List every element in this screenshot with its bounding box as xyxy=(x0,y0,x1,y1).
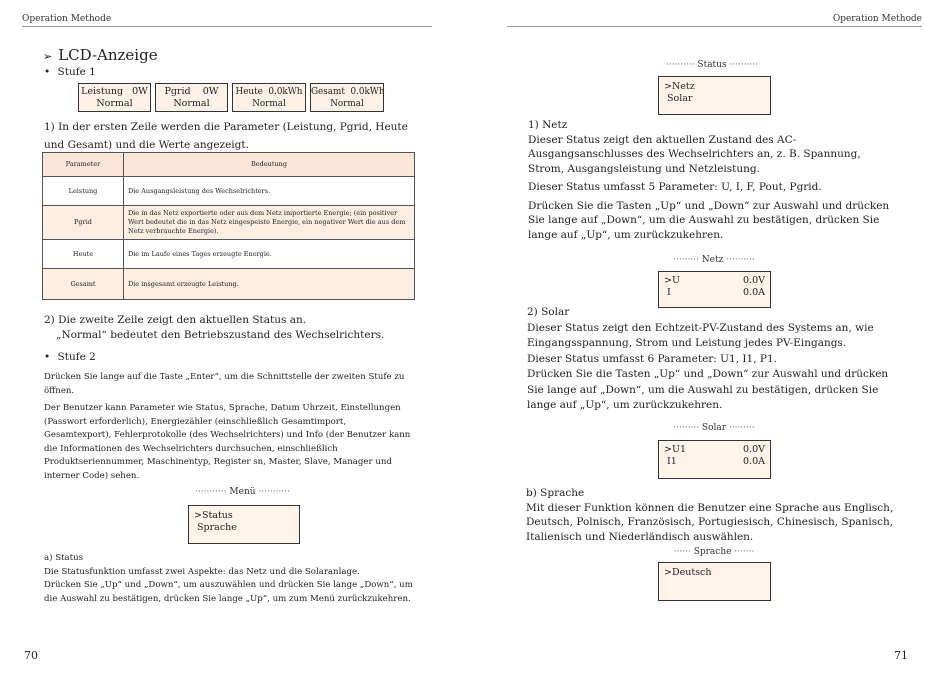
bullet-label: Stufe 2 xyxy=(57,351,96,363)
netz-lcd xyxy=(658,271,771,308)
table-cell-desc: Die insgesamt erzeugte Leistung. xyxy=(124,269,415,300)
table-cell-param: Heute xyxy=(43,240,124,269)
bullet-stufe-2: • Stufe 2 xyxy=(44,351,96,363)
bullet-label: Stufe 1 xyxy=(57,66,96,78)
lcd-line: Solar xyxy=(664,93,693,104)
status-text-1: Die Statusfunktion umfasst zwei Aspekte: das Netz und die Solaranlage. xyxy=(44,566,360,577)
status-label: Status xyxy=(697,60,727,70)
netz-caption: ········· Netz ·········· xyxy=(673,255,755,265)
table-cell-param: Leistung xyxy=(43,177,124,206)
left-header: Operation Methode xyxy=(22,14,112,24)
sprache-section xyxy=(526,486,911,544)
lcd-box-line1: Leistung 0W xyxy=(81,86,148,97)
lcd-box-line2: Normal xyxy=(173,98,210,109)
paragraph-1 xyxy=(44,118,424,154)
table-header-row xyxy=(43,153,415,177)
netz-heading: 1) Netz xyxy=(528,119,568,131)
section-title: LCD-Anzeige xyxy=(58,46,158,64)
parameter-table xyxy=(42,152,415,300)
table-header-cell: Bedeutung xyxy=(124,153,415,177)
lcd-box-line1: Gesamt 0.0kWh xyxy=(311,87,385,97)
section-heading xyxy=(43,46,158,64)
menu-caption: ··········· Menü ··········· xyxy=(195,487,290,497)
solar-caption: ········· Solar ········· xyxy=(673,423,755,433)
lcd-value: 0.0A xyxy=(743,456,765,467)
lcd-row xyxy=(664,456,765,468)
table-cell-desc: Die Ausgangsleistung des Wechselrichters. xyxy=(124,177,415,206)
netz-paragraph-2: Dieser Status umfasst 5 Parameter: U, I, F, Pout, Pgrid. xyxy=(528,181,822,193)
table-header-cell: Parameter xyxy=(43,153,124,177)
paragraph-2 xyxy=(44,313,424,343)
lcd-box-pgrid xyxy=(155,83,228,112)
table-row xyxy=(43,206,415,240)
status-caption: ·········· Status ·········· xyxy=(665,60,759,70)
right-header-rule xyxy=(507,26,922,27)
lcd-value: 0.0A xyxy=(743,287,765,298)
arrow-bullet-icon: ➢ xyxy=(43,50,53,63)
lcd-box-line2: Normal xyxy=(96,98,133,109)
table-cell-param: Pgrid xyxy=(43,206,124,240)
lcd-box-leistung xyxy=(78,83,151,112)
paragraph-3: Drücken Sie lange auf die Taste „Enter“, um die Schnittstelle der zweiten Stufe zu öffnen. xyxy=(44,372,405,396)
sprache-lcd xyxy=(658,562,771,601)
lcd-line: >Status xyxy=(194,510,233,521)
status-text-2: Drücken Sie „Up“ und „Down“, um auszuwählen und drücken Sie lange „Down“, um die Auswahl zu bestätigen, drücken Sie lange „Up“, um zum Menü zurückzukehren. xyxy=(44,580,413,604)
lcd-box-line2: Normal xyxy=(330,99,364,109)
lcd-row xyxy=(664,287,765,299)
page-number-right: 71 xyxy=(894,649,908,662)
solar-paragraph-2: Dieser Status umfasst 6 Parameter: U1, I1, P1. xyxy=(527,352,777,365)
lcd-line: >Deutsch xyxy=(664,567,712,578)
sprache-caption: ······ Sprache ······· xyxy=(673,547,755,557)
solar-label: Solar xyxy=(701,423,727,433)
solar-section xyxy=(527,305,902,414)
page-number-left: 70 xyxy=(24,649,38,662)
netz-paragraph-3: Drücken Sie die Tasten „Up“ und „Down“ zur Auswahl und drücken Sie lange auf „Down“, um die Auswahl zu bestätigen, drücken Sie lange auf „Up“, um zurückzukehren. xyxy=(528,199,890,241)
status-section xyxy=(44,552,416,606)
solar-lcd xyxy=(658,440,771,479)
lcd-row xyxy=(664,275,765,287)
lcd-line: Sprache xyxy=(194,522,237,533)
table-row xyxy=(43,269,415,300)
lcd-row xyxy=(664,444,765,456)
lcd-box-line2: Normal xyxy=(252,99,286,109)
status-lcd xyxy=(658,76,771,115)
menu-label: Menü xyxy=(229,487,256,497)
netz-section xyxy=(528,118,898,242)
lcd-key: I1 xyxy=(664,456,677,467)
lcd-key: >U xyxy=(664,275,680,286)
menu-lcd xyxy=(188,505,300,544)
table-row xyxy=(43,240,415,269)
lcd-box-line1: Pgrid 0W xyxy=(164,86,219,97)
netz-paragraph-1: Dieser Status zeigt den aktuellen Zustand des AC-Ausgangsanschlusses des Wechselrichters an, z. B. Spannung, Strom, Ausgangsleistung und Netzleistung. xyxy=(528,133,861,175)
lcd-line: >Netz xyxy=(664,81,695,92)
sprache-label: Sprache xyxy=(693,547,732,557)
left-header-rule xyxy=(22,26,432,27)
sprache-paragraph: Mit dieser Funktion können die Benutzer eine Sprache aus Englisch, Deutsch, Polnisch, Französisch, Portugiesisch, Chinesisch, Spanisch, Italienisch und Niederländisch auswählen. xyxy=(526,501,894,543)
paragraph-1-line1: 1) In der ersten Zeile werden die Parameter (Leistung, Pgrid, Heute xyxy=(44,121,408,133)
solar-heading: 2) Solar xyxy=(527,306,570,318)
table-cell-param: Gesamt xyxy=(43,269,124,300)
lcd-value: 0.0V xyxy=(743,275,765,286)
paragraph-1-line2: und Gesamt) und die Werte angezeigt. xyxy=(44,139,249,151)
lcd-box-line1: Heute 0.0kWh xyxy=(235,87,303,97)
sprache-heading: b) Sprache xyxy=(526,487,585,499)
lcd-box-heute xyxy=(232,83,306,112)
lcd-value: 0.0V xyxy=(743,444,765,455)
lcd-key: >U1 xyxy=(664,444,687,455)
lcd-key: I xyxy=(664,287,671,298)
table-row xyxy=(43,177,415,206)
right-header: Operation Methode xyxy=(832,14,922,24)
solar-paragraph-1: Dieser Status zeigt den Echtzeit-PV-Zustand des Systems an, wie Eingangsspannung, Strom und Leistung jedes PV-Eingangs. xyxy=(527,321,874,349)
paragraph-2-line1: 2) Die zweite Zeile zeigt den aktuellen Status an. xyxy=(44,314,307,326)
netz-label: Netz xyxy=(701,255,724,265)
solar-paragraph-3: Drücken Sie die Tasten „Up“ und „Down“ zur Auswahl und drücken Sie lange auf „Down“, um die Auswahl zu bestätigen, drücken Sie lange auf „Up“, um zurückzukehren. xyxy=(527,368,889,411)
lcd-box-gesamt xyxy=(310,83,384,112)
paragraph-2-line2: „Normal“ bedeutet den Betriebszustand des Wechselrichters. xyxy=(56,329,385,341)
paragraph-4: Der Benutzer kann Parameter wie Status, Sprache, Datum Uhrzeit, Einstellungen (Passwort erforderlich), Energiezähler (einschließlich Gesamtimport, Gesamtexport), Fehlerprotokolle (des Wechselrichters) und Info (der Benutzer kann die Informationen des Wechselrichters durchsuchen, einschließlich Produktseriennummer, Maschinentyp, Register sn, Master, Slave, Manager und interner Code) sehen. xyxy=(44,403,411,481)
status-heading: a) Status xyxy=(44,553,84,563)
bullet-stufe-1: • Stufe 1 xyxy=(44,66,96,78)
table-cell-desc: Die im Laufe eines Tages erzeugte Energie. xyxy=(124,240,415,269)
table-cell-desc: Die in das Netz exportierte oder aus dem Netz importierte Energie; (ein positiver Wert bedeutet die in das Netz eingespeiste Energie, ein negativer Wert die aus dem Netz verbrauchte Energie). xyxy=(124,206,415,240)
